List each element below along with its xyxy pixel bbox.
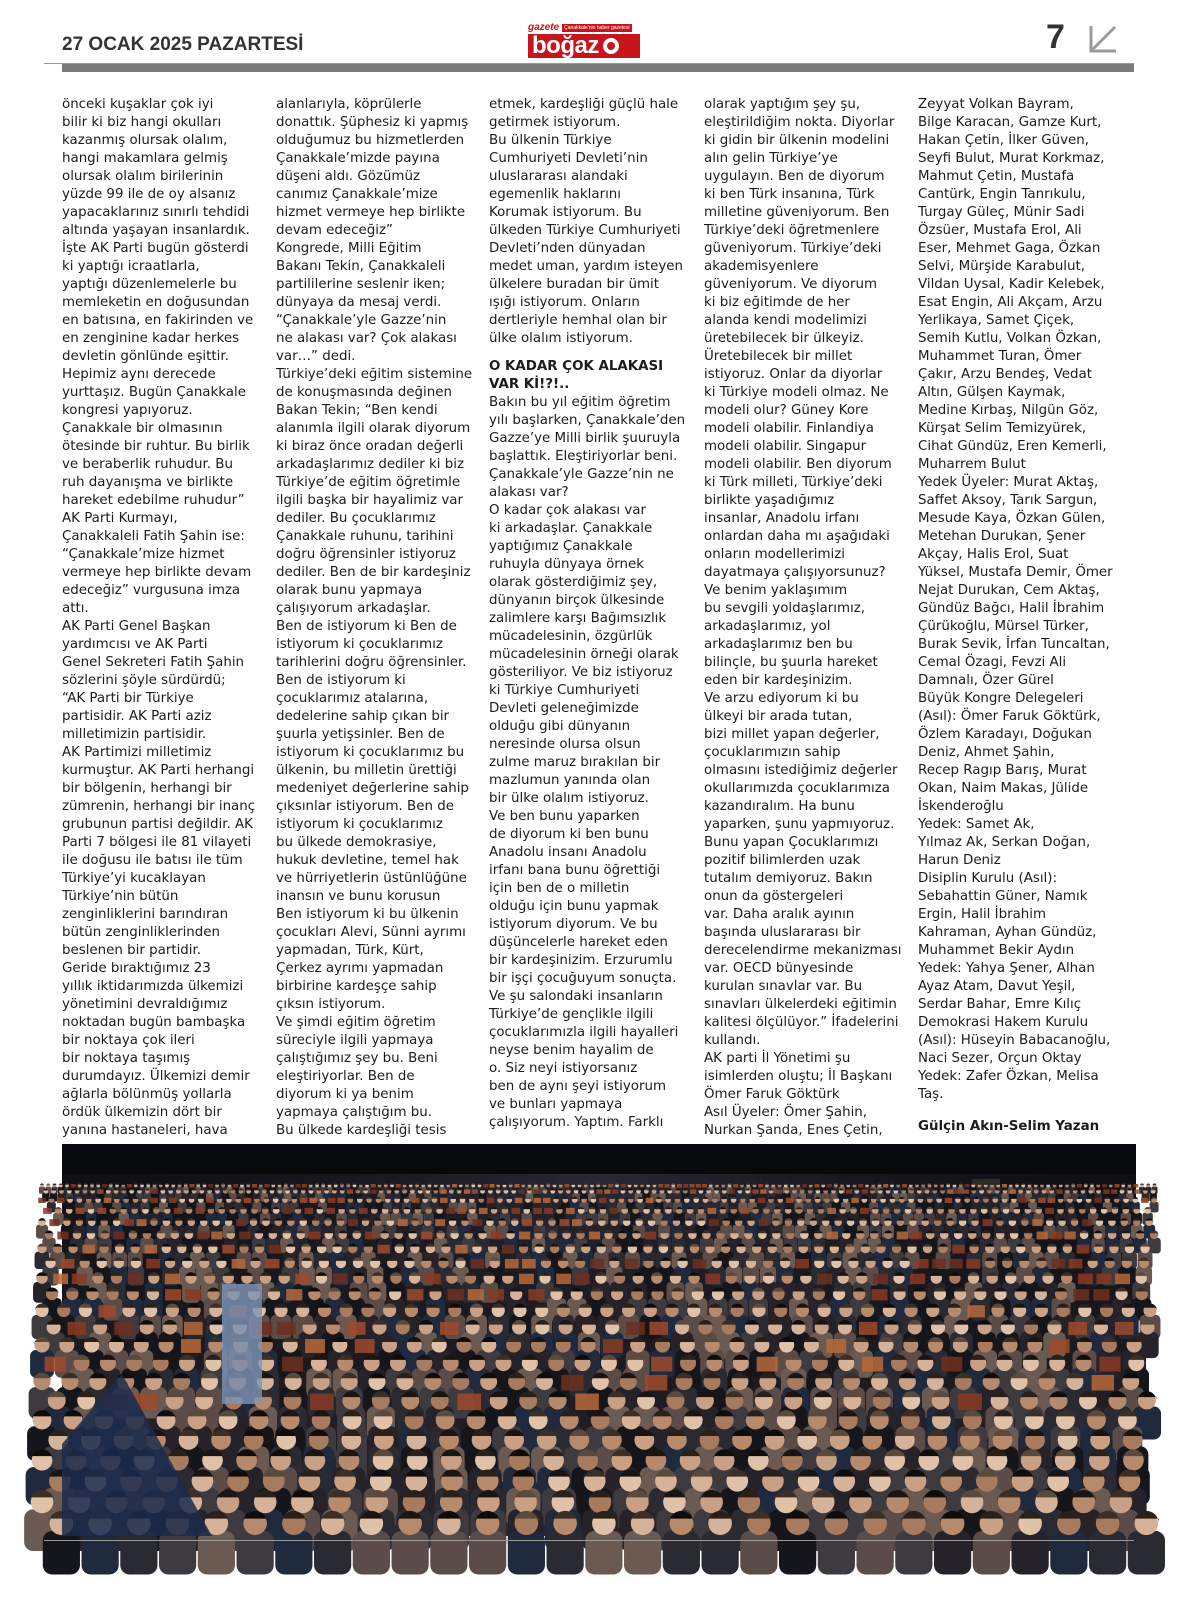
seat-shape: [435, 1219, 445, 1226]
audience-body-shape: [1150, 1202, 1159, 1212]
seat-shape: [468, 1289, 484, 1300]
seat-shape: [826, 1339, 846, 1353]
seat-shape: [966, 1259, 980, 1269]
seat-shape: [705, 1274, 720, 1284]
logo-main-text: boğaz: [532, 32, 599, 59]
seat-shape: [282, 1357, 303, 1372]
seat-shape: [302, 1184, 307, 1188]
seat-shape: [197, 1232, 208, 1240]
seat-shape: [952, 1245, 964, 1254]
seat-shape: [544, 1208, 553, 1214]
seat-shape: [1045, 1208, 1054, 1214]
seat-shape: [873, 1274, 888, 1284]
seat-shape: [1111, 1189, 1117, 1193]
seat-shape: [932, 1259, 946, 1269]
audience-body-shape: [159, 1531, 196, 1574]
seat-shape: [815, 1184, 820, 1188]
seat-shape: [190, 1184, 195, 1188]
seat-shape: [61, 1259, 75, 1269]
audience-body-shape: [818, 1531, 855, 1574]
seat-shape: [181, 1339, 201, 1353]
seat-shape: [57, 1198, 64, 1203]
audience-body-shape: [547, 1531, 584, 1574]
seat-shape: [165, 1274, 180, 1284]
seat-shape: [651, 1357, 672, 1372]
seat-shape: [1073, 1289, 1089, 1300]
seat-shape: [359, 1208, 368, 1214]
seat-shape: [1020, 1198, 1027, 1203]
seat-shape: [776, 1189, 782, 1193]
seat-shape: [522, 1259, 536, 1269]
seat-shape: [827, 1184, 832, 1188]
article-body: [0, 96, 1200, 1138]
seat-shape: [759, 1219, 769, 1226]
seat-shape: [677, 1184, 682, 1188]
seat-shape: [38, 1198, 45, 1203]
column-1-text: önceki kuşaklar çok iyi bilir ki biz hangi okulları kazanmış olursak olalım, hangi makamlara gelmiş olursak olalım birilerinin yüzde 99 ile de oy alsanız yapacaklarınız sınırlı tehdidi altında yaşayan insanlardık. İşte AK Parti bugün gösterdi ki yaptığı icraatlarla, yaptığı düzenlemelerle bu memleketin en doğusundan en batısına, en fakirinden ve en zenginine kadar herkes devletin gönlünde eşittir. Hepimiz aynı derecede yurttaşız. Bugün Çanakkale kongresi yapıyoruz. Çanakkale bir olmasının ötesinde bir ruhtur. Bu birlik ve beraberlik ruhudur. Bu ruh dayanışma ve birlikte hareket edebilme ruhudur” AK Parti Kurmayı, Çanakkaleli Fatih Şahin ise: “Çanakkale’mize hizmet vermeye hep birlikte devam edeceğiz” vurgusuna imza attı. AK Parti Genel Başkan yardımcısı ve AK Parti Genel Sekreteri Fatih Şahin sözlerini şöyle sürdürdü; “AK Parti bir Türkiye partisidir. AK Parti aziz milletimizin partisidir. AK Partimizi milletimiz kurmuştur. AK Parti herhangi bir bölgenin, herhangi bir zümrenin, herhangi bir inanç grubunun partisi değildir. AK Parti 7 bölgesi ile 81 vilayeti ile doğusu ile batısı ile tüm Türkiye’yi kucaklayan Türkiye’nin bütün zenginliklerini barındıran bütün zenginliklerinden beslenen bir partidir. Geride bıraktığımız 23 yıllık iktidarımızda ülkemizi yönetimini devraldığımız noktadan bugün bambaşka bir noktaya çok ileri bir noktaya taşımış durumdayız. Ülkemizi demir ağlarla bölünmüş yollarla ördük ülkemizin dört bir yanına hastaneleri, hava: [62, 97, 256, 1138]
seat-shape: [572, 1219, 582, 1226]
seat-shape: [556, 1274, 571, 1284]
seat-shape: [124, 1219, 134, 1226]
seat-shape: [265, 1184, 270, 1188]
seat-shape: [1103, 1189, 1109, 1193]
seat-shape: [440, 1189, 446, 1193]
audience-body-shape: [895, 1531, 932, 1574]
seat-shape: [412, 1198, 419, 1203]
audience-body-shape: [585, 1531, 622, 1574]
seat-shape: [113, 1232, 124, 1240]
seat-shape: [277, 1322, 296, 1335]
seat-shape: [407, 1289, 423, 1300]
seat-shape: [941, 1357, 962, 1372]
seat-shape: [511, 1208, 520, 1214]
seat-shape: [479, 1208, 488, 1214]
audience-body-shape: [934, 1531, 971, 1574]
audience-body-shape: [624, 1531, 661, 1574]
seat-shape: [1078, 1274, 1093, 1284]
newspaper-logo: [528, 22, 640, 58]
seat-shape: [1065, 1232, 1076, 1240]
seat-shape: [646, 1198, 653, 1203]
seat-shape: [104, 1198, 111, 1203]
seat-shape: [127, 1184, 132, 1188]
seat-shape: [1048, 1198, 1055, 1203]
audience-body-shape: [1128, 1531, 1165, 1574]
seat-shape: [102, 1184, 107, 1188]
seat-shape: [795, 1259, 809, 1269]
seat-shape: [309, 1198, 316, 1203]
seat-shape: [57, 1232, 68, 1240]
seat-shape: [488, 1289, 504, 1300]
seat-shape: [690, 1184, 695, 1188]
seat-shape: [184, 1322, 203, 1335]
seat-shape: [515, 1198, 522, 1203]
column-3-text-a: etmek, kardeşliği güçlü hale getirmek istiyorum. Bu ülkenin Türkiye Cumhuriyeti Devleti’nin uluslararası alandaki egemenlik haklarını Korumak istiyorum. Bu ülkeden Türkiye Cumhuriyeti Devleti’nden dünyadan medet uman, yardım isteyen ülkelere buradan bir ümit ışığı istiyorum. Onların dertleriyle hemhal olan bir ülke olalım istiyorum.: [489, 97, 684, 346]
audience-body-shape: [702, 1531, 739, 1574]
seat-shape: [448, 1289, 464, 1300]
article-column-1: [62, 96, 260, 1138]
seat-shape: [347, 1189, 353, 1193]
seat-shape: [398, 1219, 408, 1226]
audience-body-shape: [353, 1531, 390, 1574]
column-3-text-b: Bakın bu yıl eğitim öğretim yılı başlarken, Çanakkale’den Gazze’ye Milli birlik şuuruyla başlattık. Eleştiriyorlar beni. Çanakkale’yle Gazze’nin ne alakası var? O kadar çok alakası var ki arkadaşlar. Çanakkale yaptığımız Çanakkale ruhuyla dünyaya örnek olarak gösterdiğimiz şey, dünyanın birçok ülkesinde zalimlere karşı Bağımsızlık mücadelesinin, özgürlük mücadelesinin örneği olarak gösteriliyor. Ve biz istiyoruz ki Türkiye Cumhuriyeti Devleti geleneğimizde olduğu gibi dünyanın neresinde olursa olsun zulme maruz bırakılan bir mazlumun yanında olan bir ülke olalım istiyoruz. Ve ben bunu yaparken de diyorum ki ben bunu Anadolu insanı Anadolu irfanı bana bunu öğrettiği için ben de o milletin olduğu için bunu yapmak istiyorum diyorum. Ve bu düşüncelerle hareket eden bir kardeşinizim. Erzurumlu bir işçi çocuğuyum sonuçta. Ve şu salondaki insanların Türkiye’de gençlikle ilgili çocuklarımızla ilgili hayalleri neyse benim hayalim de o. Siz neyi istiyorsanız ben de aynı şeyi istiyorum ve bunları yapmaya çalışıyorum. Yaptım. Farklı: [489, 395, 686, 1130]
seat-shape: [328, 1198, 335, 1203]
seat-shape: [446, 1208, 455, 1214]
seat-shape: [305, 1208, 314, 1214]
seat-shape: [505, 1259, 519, 1269]
seat-shape: [949, 1259, 963, 1269]
article-column-3: [489, 96, 687, 1130]
seat-shape: [955, 1189, 961, 1193]
seat-shape: [827, 1208, 836, 1214]
article-column-2: [276, 96, 474, 1138]
column-4-text: olarak yaptığım şey şu, eleştirildiğim nokta. Diyorlar ki gidin bir ülkenin modelini alın gelin Türkiye’ye uygulayın. Ben de diyorum ki ben Türk insanına, Türk milletine güveniyorum. Ben Türkiye’deki öğretmenlere güveniyorum. Türkiye’deki akademisyenlere güveniyorum. Ve diyorum ki biz eğitimde de her alanda kendi modelimizi üretebilecek bir ülkeyiz. Üretebilecek bir millet istiyoruz. Onlar da diyorlar ki Türkiye modeli olmaz. Ne modeli olur? Güney Kore modeli olabilir. Finlandiya modeli olabilir. Singapur modeli olabilir. Ben diyorum ki Türk milleti, Türkiye’deki birlikte yaşadığımız insanlar, Anadolu irfanı onlardan daha mı aşağıdaki onların modellerimizi dayatmaya çalışıyorsunuz? Ve benim yaklaşımım bu sevgili yoldaşlarımız, arkadaşlarımız, yol arkadaşlarımız ben bu bilinçle, bu şuurla hareket eden bir kardeşinizim. Ve arzu ediyorum ki bu ülkeyi bir arada tutan, bizi millet yapan değerler, çocuklarımızın sahip olmasını istediğimiz değerler okullarımızda çocuklarımıza kazandıralım. Ha bunu yaparken, şunu yapmıyoruz. Bunu yapan Çocuklarımızı pozitif bilimlerden uzak tutalım demiyoruz. Bakın onun da göstergeleri var. Daha aralık ayının başında uluslararası bir derecelendirme mekanizması var. OECD bünyesinde kurulan sınavlar var. Bu sınavları ülkelerdeki eğitimin kalitesi ölçülüyor.” İfadelerini kullandı. AK parti İl Yönetimi şu isimlerden oluştu; İl Başkanı Ömer Faruk Göktürk Asıl Üyeler: Ömer Şahin, Nurkan Şanda, Enes Çetin,: [704, 97, 902, 1138]
issue-date: 27 OCAK 2025 PAZARTESİ: [62, 34, 304, 55]
seat-shape: [455, 1245, 467, 1254]
seat-shape: [604, 1189, 610, 1193]
logo-small-text: gazete: [528, 22, 560, 33]
seat-shape: [239, 1232, 250, 1240]
seat-shape: [483, 1184, 488, 1188]
seat-shape: [365, 1232, 376, 1240]
seat-shape: [146, 1259, 160, 1269]
seat-shape: [518, 1189, 524, 1193]
seat-shape: [326, 1208, 335, 1214]
audience-body-shape: [430, 1531, 467, 1574]
seat-shape: [915, 1259, 929, 1269]
seat-shape: [560, 1219, 570, 1226]
seat-shape: [729, 1189, 735, 1193]
seat-shape: [300, 1198, 307, 1203]
seat-shape: [947, 1189, 953, 1193]
seat-shape: [683, 1184, 688, 1188]
seat-shape: [612, 1189, 618, 1193]
seat-shape: [658, 1184, 663, 1188]
audience-body-shape: [1012, 1531, 1049, 1574]
seat-shape: [97, 1189, 103, 1193]
seat-shape: [733, 1184, 738, 1188]
seat-shape: [817, 1274, 832, 1284]
seat-shape: [1032, 1219, 1042, 1226]
seat-shape: [378, 1245, 390, 1254]
seat-shape: [1102, 1184, 1107, 1188]
seat-shape: [665, 1184, 670, 1188]
seat-shape: [963, 1189, 969, 1193]
seat-shape: [625, 1259, 639, 1269]
seat-shape: [440, 1198, 447, 1203]
seat-shape: [693, 1259, 707, 1269]
seat-shape: [252, 1184, 257, 1188]
seat-shape: [1056, 1189, 1062, 1193]
seat-shape: [1093, 1289, 1109, 1300]
seat-shape: [758, 1198, 765, 1203]
seat-shape: [827, 1232, 838, 1240]
seat-shape: [53, 1274, 68, 1284]
seat-shape: [1092, 1375, 1114, 1391]
seat-shape: [846, 1189, 852, 1193]
seat-shape: [596, 1189, 602, 1193]
seat-shape: [43, 1208, 52, 1214]
seat-shape: [534, 1198, 541, 1203]
seat-shape: [1069, 1259, 1083, 1269]
seat-shape: [752, 1189, 758, 1193]
seat-shape: [82, 1245, 94, 1254]
seat-shape: [1115, 1274, 1130, 1284]
seat-shape: [49, 1219, 59, 1226]
seat-shape: [983, 1219, 993, 1226]
seat-shape: [296, 1184, 301, 1188]
seat-shape: [565, 1184, 570, 1188]
seat-shape: [649, 1322, 668, 1335]
seat-shape: [608, 1184, 613, 1188]
seat-shape: [233, 1184, 238, 1188]
seat-shape: [528, 1289, 544, 1300]
seat-shape: [740, 1208, 749, 1214]
seat-shape: [533, 1208, 542, 1214]
seat-shape: [491, 1232, 502, 1240]
seat-shape: [786, 1198, 793, 1203]
seat-shape: [464, 1189, 470, 1193]
seat-shape: [575, 1394, 599, 1411]
seat-shape: [68, 1322, 87, 1335]
article-column-5: [918, 96, 1128, 1134]
seat-shape: [487, 1198, 494, 1203]
seat-shape: [860, 1208, 869, 1214]
seat-shape: [232, 1259, 246, 1269]
seat-shape: [98, 1305, 115, 1317]
seat-shape: [440, 1322, 459, 1335]
seat-shape: [185, 1289, 201, 1300]
seat-shape: [266, 1259, 280, 1269]
seat-shape: [1115, 1322, 1134, 1335]
seat-shape: [128, 1274, 143, 1284]
seat-shape: [897, 1232, 908, 1240]
seat-shape: [310, 1394, 334, 1411]
audience-body-shape: [120, 1531, 157, 1574]
seat-shape: [502, 1245, 514, 1254]
seat-shape: [283, 1208, 292, 1214]
seat-shape: [269, 1245, 281, 1254]
audience-body-shape: [82, 1531, 119, 1574]
seat-shape: [621, 1184, 626, 1188]
seat-shape: [370, 1189, 376, 1193]
seat-shape: [1052, 1259, 1066, 1269]
seat-shape: [98, 1208, 107, 1214]
audience-body-shape: [779, 1531, 816, 1574]
seat-shape: [244, 1198, 251, 1203]
seat-shape: [371, 1184, 376, 1188]
seat-shape: [702, 1184, 707, 1188]
seat-shape: [626, 1322, 645, 1335]
column-2-text: alanlarıyla, köprülerle donattık. Şüphesiz ki yapmış olduğumuz bu hizmetlerden Çanakkale’mizde payına düşeni aldı. Gözümüz canımız Çanakkale’mize hizmet vermeye hep birlikte devam edeceğiz” Kongrede, Milli Eğitim Bakanı Tekin, Çanakkaleli partililerine seslenir iken; dünyaya da mesaj verdi. “Çanakkale’yle Gazze’nin ne alakası var? Çok alakası var…” dedi. Türkiye’deki eğitim sistemine de konuşmasında değinen Bakan Tekin; “Ben kendi alanımla ilgili olarak diyorum ki biraz önce oradan değerli arkadaşlarımız dediler ki biz Türkiye’de eğitim öğretimle ilgili başka bir hayalimiz var dediler. Bu çocuklarımız Çanakkale ruhunu, tarihini doğru öğrensinler istiyoruz dediler. Ben de bir kardeşiniz olarak bunu yapmaya çalışıyorum arkadaşlar. Ben de istiyorum ki Ben de istiyorum ki çocuklarımız tarihlerini doğru öğrensinler. Ben de istiyorum ki çocuklarımız atalarına, dedelerine sahip çıkan bir şuurla yetişsinler. Ben de istiyorum ki çocuklarımız bu ülkenin, bu milletin ürettiği medeniyet değerlerine sahip çıksınlar istiyorum. Ben de istiyorum ki çocuklarımız bu ülkede demokrasiye, hukuk devletine, temel hak ve hürriyetlerin üstünlüğüne inansın ve bunu korusun Ben istiyorum ki bu ülkenin çocukları Alevi, Sünni ayrımı yapmadan, Türk, Kürt, Çerkez ayrımı yapmadan birbirine kardeşçe sahip çıksın istiyorum. Ve şimdi eğitim öğretim süreciyle ilgili yapmaya çalıştığımız şey bu. Beni eleştiriyorlar. Ben de diyorum ki ya benim yapmaya çalıştığım bu. Bu ülkede kardeşliği tesis: [276, 97, 473, 1138]
seat-shape: [603, 1339, 623, 1353]
section-heading: O KADAR ÇOK ALAKASI VAR Kİ!?!..: [489, 359, 664, 392]
seat-shape: [515, 1184, 520, 1188]
seat-shape: [1050, 1339, 1070, 1353]
seat-shape: [566, 1208, 575, 1214]
seat-shape: [490, 1184, 495, 1188]
seat-shape: [1077, 1245, 1089, 1254]
seat-shape: [471, 1259, 485, 1269]
seat-shape: [1077, 1184, 1082, 1188]
page-number: 7: [1046, 18, 1065, 56]
seat-shape: [236, 1219, 246, 1226]
seat-shape: [519, 1274, 534, 1284]
seat-shape: [196, 1208, 205, 1214]
seat-shape: [208, 1184, 213, 1188]
seat-shape: [1010, 1189, 1016, 1193]
seat-shape: [1002, 1184, 1007, 1188]
logo-seal-icon: [603, 38, 619, 54]
audience-body-shape: [237, 1531, 274, 1574]
seat-shape: [174, 1208, 183, 1214]
corner-arrow-icon: [1084, 22, 1120, 58]
seat-shape: [522, 1219, 532, 1226]
seat-shape: [1094, 1198, 1101, 1203]
seat-shape: [472, 1219, 482, 1226]
seat-shape: [910, 1274, 925, 1284]
seat-shape: [871, 1289, 887, 1300]
crowd-in-auditorium-photo: [62, 1144, 1136, 1536]
crowd-photo-illustration: [62, 1144, 1136, 1536]
seat-shape: [958, 1394, 982, 1411]
audience-body-shape: [663, 1531, 700, 1574]
audience-body-shape: [857, 1531, 894, 1574]
seat-shape: [347, 1322, 366, 1335]
seat-shape: [1068, 1322, 1087, 1335]
seat-shape: [206, 1198, 213, 1203]
seat-shape: [150, 1198, 157, 1203]
seat-shape: [575, 1274, 590, 1284]
seat-shape: [757, 1357, 778, 1372]
audience-body-shape: [508, 1531, 545, 1574]
audience-body-shape: [1147, 1238, 1160, 1254]
logo-tagline: Çanakkale'nin haber gazetesi: [564, 24, 630, 31]
seat-shape: [858, 1184, 863, 1188]
seat-shape: [1134, 1189, 1140, 1193]
seat-shape: [945, 1198, 952, 1203]
seat-shape: [862, 1357, 883, 1372]
seat-shape: [165, 1289, 181, 1300]
seat-shape: [457, 1394, 481, 1411]
seat-shape: [1082, 1219, 1092, 1226]
seat-shape: [348, 1219, 358, 1226]
seat-shape: [590, 1259, 604, 1269]
seat-shape: [911, 1232, 922, 1240]
seat-shape: [309, 1232, 320, 1240]
seat-shape: [561, 1375, 583, 1391]
seat-shape: [457, 1208, 466, 1214]
article-column-4: [704, 96, 902, 1138]
seat-shape: [396, 1184, 401, 1188]
seat-shape: [1037, 1232, 1048, 1240]
seat-shape: [758, 1184, 763, 1188]
audience-body-shape: [314, 1531, 351, 1574]
seat-shape: [305, 1339, 325, 1353]
column-5-text: Zeyyat Volkan Bayram, Bilge Karacan, Gamze Kurt, Hakan Çetin, İlker Güven, Seyfi Bulut, Murat Korkmaz, Mahmut Çetin, Mustafa Cantürk, Engin Tanrıkulu, Turgay Güleç, Münir Sadi Özsüer, Mustafa Erol, Ali Eser, Mehmet Gaga, Özkan Selvi, Mürşide Karabulut, Vildan Uysal, Kadir Kelebek, Esat Engin, Ali Akçam, Arzu Yerlikaya, Samet Çiçek, Semih Kutlu, Volkan Özkan, Muhammet Turan, Ömer Çakır, Arzu Bendeş, Vedat Altın, Gülşen Kaymak, Medine Kırbaş, Nilgün Göz, Kürşat Selim Temizyürek, Cihat Gündüz, Eren Kemerli, Muharrem Bulut Yedek Üyeler: Murat Aktaş, Saffet Aksoy, Tarık Sargun, Mesude Kaya, Özkan Gülen, Metehan Durukan, Şener Akçay, Halis Erol, Suat Yüksel, Mustafa Demir, Ömer Nejat Durukan, Cem Aktaş, Gündüz Bağcı, Halil İbrahim Çürükoğlu, Mürsel Türker, Burak Sevik, İrfan Tuncaltan, Cemal Özagi, Fevzi Ali Damnalı, Özer Gürel Büyük Kongre Delegeleri (Asıl): Ömer Faruk Göktürk, Özlem Karadayı, Doğukan Deniz, Ahmet Şahin, Recep Ragıp Barış, Murat Okan, Naim Makas, Jülide İskenderoğlu Yedek: Samet Ak, Yılmaz Ak, Serkan Doğan, Harun Deniz Disiplin Kurulu (Asıl): Sebahattin Güner, Namık Ergin, Halil İbrahim Kahraman, Ayhan Gündüz, Muhammet Bekir Aydın Yedek: Yahya Şener, Alhan Ayaz Atam, Davut Yeşil, Serdar Bahar, Emre Kılıç Demokrasi Hakem Kurulu (Asıl): Hüseyin Babacanoğlu, Naci Sezer, Orçun Oktay Yedek: Zafer Özkan, Melisa Taş.: [918, 97, 1113, 1102]
seat-shape: [1097, 1274, 1112, 1284]
audience-body-shape: [43, 1531, 80, 1574]
seat-shape: [222, 1245, 234, 1254]
audience-body-shape: [973, 1531, 1010, 1574]
seat-shape: [137, 1219, 147, 1226]
seat-shape: [76, 1208, 85, 1214]
seat-shape: [152, 1189, 158, 1193]
seat-shape: [589, 1232, 600, 1240]
header-bar: [62, 64, 1134, 72]
seat-shape: [1141, 1198, 1148, 1203]
byline: Gülçin Akın-Selim Yazan: [918, 1119, 1100, 1134]
seat-shape: [1115, 1184, 1120, 1188]
seat-shape: [333, 1274, 348, 1284]
seat-shape: [708, 1208, 717, 1214]
audience-body-shape: [198, 1531, 235, 1574]
seat-shape: [211, 1232, 222, 1240]
seat-shape: [1133, 1184, 1138, 1188]
seat-shape: [337, 1198, 344, 1203]
seat-shape: [45, 1357, 66, 1372]
seat-shape: [610, 1208, 619, 1214]
seat-shape: [1038, 1198, 1045, 1203]
seat-shape: [645, 1375, 667, 1391]
seat-shape: [472, 1189, 478, 1193]
seat-shape: [519, 1232, 530, 1240]
seat-shape: [965, 1184, 970, 1188]
seat-shape: [145, 1245, 157, 1254]
seat-shape: [534, 1189, 540, 1193]
seat-shape: [902, 1184, 907, 1188]
seat-shape: [426, 1274, 441, 1284]
audience-body-shape: [740, 1531, 777, 1574]
seat-shape: [851, 1198, 858, 1203]
seat-shape: [114, 1322, 133, 1335]
audience-body-shape: [392, 1531, 429, 1574]
seat-shape: [599, 1198, 606, 1203]
seat-shape: [355, 1339, 375, 1353]
seat-shape: [543, 1198, 550, 1203]
seat-shape: [295, 1274, 310, 1284]
audience-body-shape: [1089, 1531, 1126, 1574]
seat-shape: [690, 1189, 696, 1193]
seat-shape: [1099, 1357, 1120, 1372]
seat-shape: [169, 1198, 176, 1203]
audience-body-shape: [469, 1531, 506, 1574]
seat-shape: [696, 1184, 701, 1188]
audience-body-shape: [1050, 1531, 1087, 1574]
seat-shape: [421, 1232, 432, 1240]
seat-shape: [968, 1305, 985, 1317]
seat-shape: [709, 1219, 719, 1226]
seat-shape: [286, 1289, 302, 1300]
seat-shape: [1051, 1232, 1062, 1240]
seat-shape: [883, 1184, 888, 1188]
seat-shape: [862, 1189, 868, 1193]
seat-shape: [760, 1189, 766, 1193]
seat-shape: [645, 1232, 656, 1240]
seat-shape: [859, 1322, 878, 1335]
audience-body-shape: [275, 1531, 312, 1574]
seat-shape: [452, 1184, 457, 1188]
seat-shape: [72, 1274, 87, 1284]
seat-shape: [71, 1184, 76, 1188]
seat-shape: [802, 1184, 807, 1188]
footer-rule: [44, 1540, 1134, 1541]
